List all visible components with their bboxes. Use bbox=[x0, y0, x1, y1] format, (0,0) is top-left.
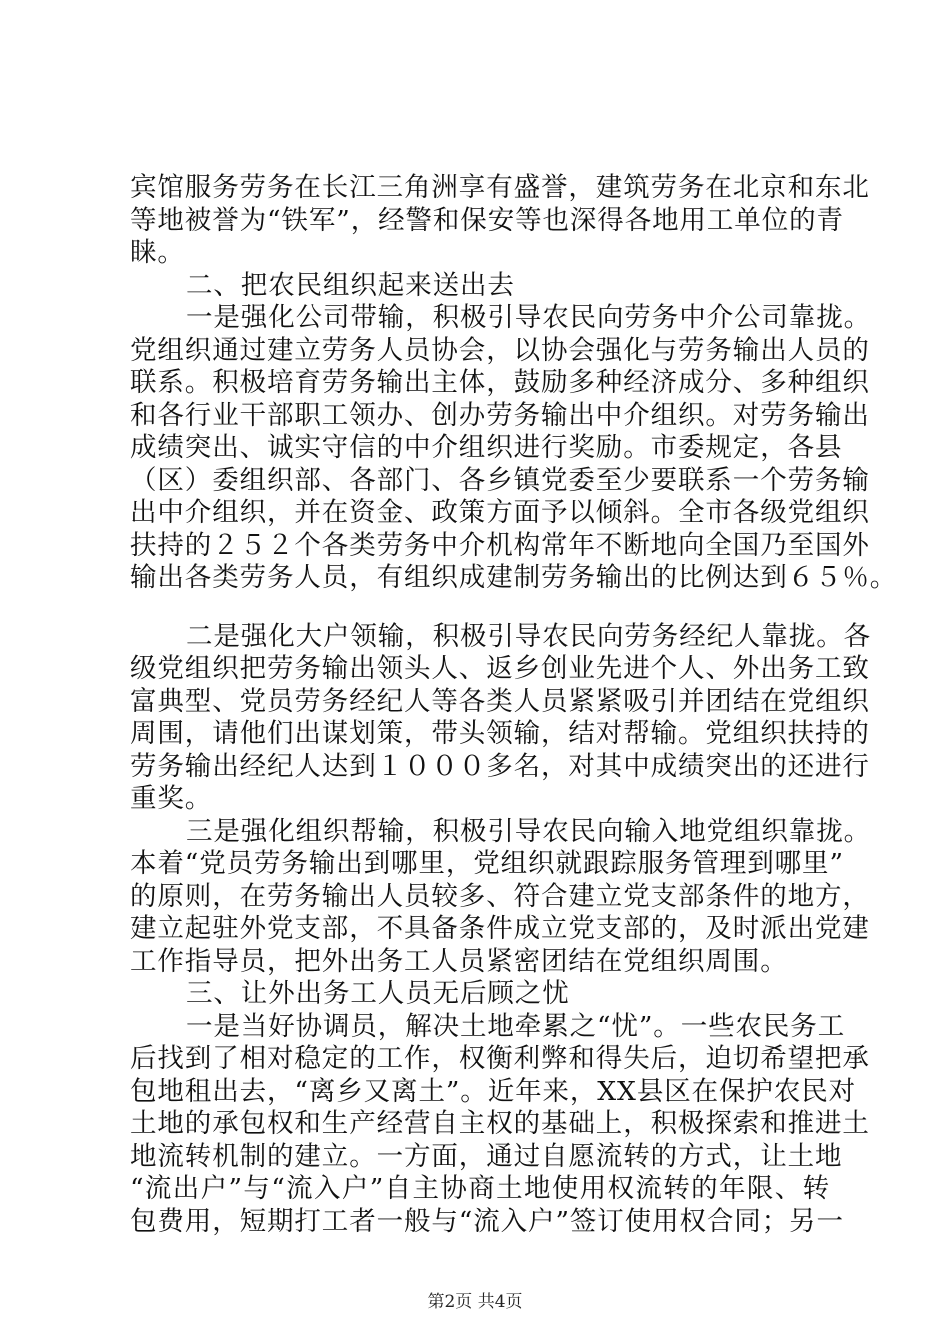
text-line: 工作指导员，把外出务工人员紧密团结在党组织周围。 bbox=[130, 945, 788, 977]
text-line: 劳务输出经纪人达到１０００多名，对其中成绩突出的还进行 bbox=[130, 750, 870, 782]
text-line: 党组织通过建立劳务人员协会，以协会强化与劳务输出人员的 bbox=[130, 334, 870, 366]
text-line: 周围，请他们出谋划策，带头领输，结对帮输。党组织扶持的 bbox=[130, 718, 870, 749]
paragraph-gap bbox=[130, 595, 830, 621]
text-line: 本着“党员劳务输出到哪里，党组织就跟踪服务管理到哪里” bbox=[130, 848, 844, 879]
text-line: 扶持的２５２个各类劳务中介机构常年不断地向全国乃至国外 bbox=[130, 529, 870, 561]
page-footer bbox=[0, 1292, 950, 1312]
text-line: 和各行业干部职工领办、创办劳务输出中介组织。对劳务输出 bbox=[130, 399, 870, 431]
text-line: 包地租出去，“离乡又离土”。近年来，XX县区在保护农民对 bbox=[130, 1075, 857, 1107]
text-line: 后找到了相对稳定的工作，权衡利弊和得失后，迫切希望把承 bbox=[130, 1043, 870, 1074]
document-body bbox=[130, 172, 898, 1238]
text-line: 的原则，在劳务输出人员较多、符合建立党支部条件的地方， bbox=[130, 880, 870, 912]
text-line: 联系。积极培育劳务输出主体，鼓励多种经济成分、多种组织 bbox=[130, 367, 870, 398]
text-line: 等地被誉为“铁军”，经警和保安等也深得各地用工单位的青 bbox=[130, 204, 844, 236]
page-number-label: 第2页 共4页 bbox=[427, 1292, 523, 1312]
text-line: 重奖。 bbox=[130, 783, 213, 814]
text-line: 睐。 bbox=[130, 237, 185, 268]
text-line: 一是当好协调员，解决土地牵累之“忧”。一些农民务工 bbox=[186, 1010, 846, 1042]
text-line: 成绩突出、诚实守信的中介组织进行奖励。市委规定，各县 bbox=[130, 432, 843, 463]
text-line: 包费用，短期打工者一般与“流入户”签订使用权合同；另一 bbox=[130, 1205, 844, 1237]
text-line: 三、让外出务工人员无后顾之忧 bbox=[186, 978, 570, 1009]
text-line: 级党组织把劳务输出领头人、返乡创业先进个人、外出务工致 bbox=[130, 653, 870, 684]
text-line: （区）委组织部、各部门、各乡镇党委至少要联系一个劳务输 bbox=[130, 464, 870, 496]
text-line: 输出各类劳务人员，有组织成建制劳务输出的比例达到６５％。 bbox=[130, 562, 898, 593]
text-line: “流出户”与“流入户”自主协商土地使用权流转的年限、转 bbox=[130, 1173, 830, 1204]
text-line: 二、把农民组织起来送出去 bbox=[186, 269, 515, 301]
text-line: 三是强化组织帮输，积极引导农民向输入地党组织靠拢。 bbox=[186, 815, 871, 847]
text-line: 地流转机制的建立。一方面，通过自愿流转的方式，让土地 bbox=[130, 1140, 843, 1172]
text-line: 二是强化大户领输，积极引导农民向劳务经纪人靠拢。各 bbox=[186, 620, 871, 652]
text-line: 宾馆服务劳务在长江三角洲享有盛誉，建筑劳务在北京和东北 bbox=[130, 172, 870, 203]
text-line: 一是强化公司带输，积极引导农民向劳务中介公司靠拢。 bbox=[186, 302, 871, 333]
text-line: 建立起驻外党支部，不具备条件成立党支部的，及时派出党建 bbox=[130, 913, 870, 944]
text-line: 富典型、党员劳务经纪人等各类人员紧紧吸引并团结在党组织 bbox=[130, 685, 870, 717]
text-line: 出中介组织，并在资金、政策方面予以倾斜。全市各级党组织 bbox=[130, 497, 870, 528]
text-line: 土地的承包权和生产经营自主权的基础上，积极探索和推进土 bbox=[130, 1108, 870, 1139]
